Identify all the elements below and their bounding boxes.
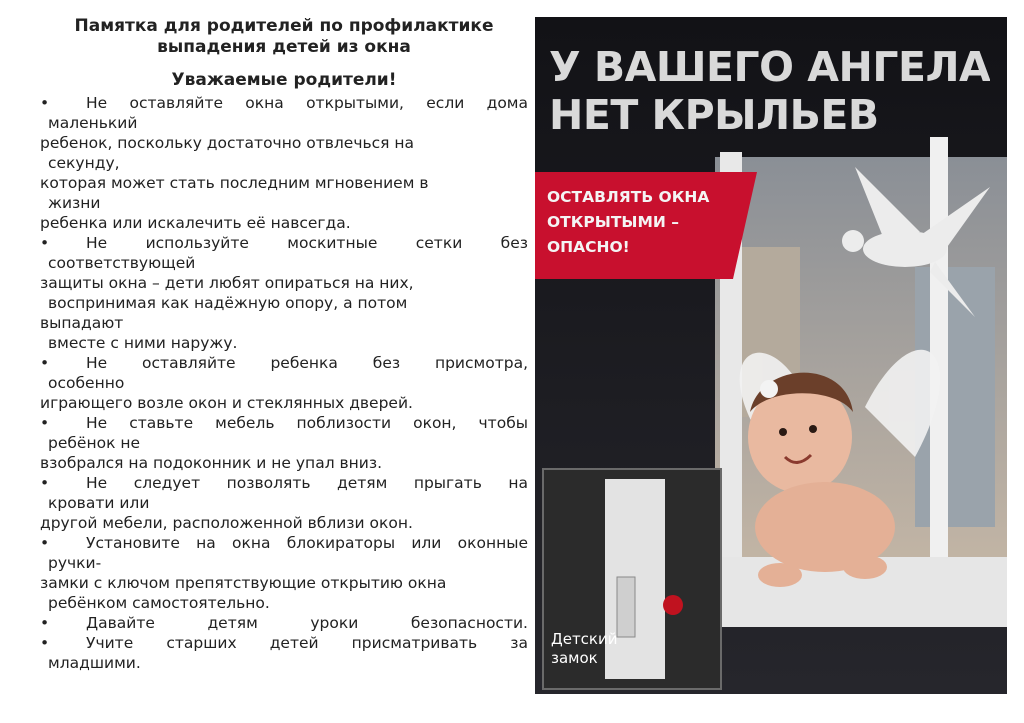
list-item-line: ребёнком самостоятельно.: [48, 594, 270, 612]
list-item-line: ребёнок не: [48, 434, 141, 452]
list-item-line: соответствующей: [48, 254, 196, 272]
list-item-line: [40, 473, 528, 493]
list-item: [40, 613, 528, 633]
poster-headline: [549, 43, 990, 139]
list-item-line: [40, 93, 528, 113]
bullet-icon: •: [40, 234, 50, 252]
lock-caption-line-2: замок: [551, 649, 598, 667]
list-item-line: [40, 613, 528, 633]
memo-greeting: Уважаемые родители!: [171, 70, 397, 90]
list-item-line: замки с ключом препятствующие открытию окна: [40, 574, 447, 592]
bullet-icon: •: [40, 474, 50, 492]
banner-line-3: ОПАСНО!: [547, 238, 630, 256]
list-item: [40, 533, 528, 613]
list-item-text: Не оставляйте ребенка без присмотра,: [86, 354, 528, 372]
list-item-text: Не ставьте мебель поблизости окон, чтобы: [86, 414, 528, 432]
list-item-line: маленький: [48, 114, 138, 132]
list-item-line: защиты окна – дети любят опираться на них,: [40, 274, 414, 292]
list-item: [40, 633, 528, 673]
list-item-line: выпадают: [40, 314, 124, 332]
banner-line-2: ОТКРЫТЫМИ –: [547, 213, 680, 231]
memo-list: [40, 93, 528, 673]
lock-caption-line-1: Детский: [551, 630, 618, 648]
list-item: [40, 233, 528, 353]
bullet-icon: •: [40, 94, 50, 112]
list-item-line: ребенка или искалечить её навсегда.: [40, 214, 351, 232]
list-item: [40, 93, 528, 233]
window-handle-icon: [617, 577, 635, 637]
list-item-line: младшими.: [48, 654, 141, 672]
list-item-line: взобрался на подоконник и не упал вниз.: [40, 454, 383, 472]
list-item-text: Давайте детям уроки безопасности.: [86, 614, 528, 632]
list-item-line: которая может стать последним мгновением в: [40, 174, 429, 192]
list-item-line: жизни: [48, 194, 101, 212]
warning-banner-text: [547, 185, 737, 260]
list-item-text: Не следует позволять детям прыгать на: [86, 474, 528, 492]
bullet-icon: •: [40, 634, 50, 652]
list-item-line: воспринимая как надёжную опору, а потом: [48, 294, 408, 312]
list-item-line: ручки-: [48, 554, 102, 572]
list-item-line: кровати или: [48, 494, 150, 512]
list-item: [40, 353, 528, 413]
list-item-text: Не оставляйте окна открытыми, если дома: [86, 94, 528, 112]
banner-line-1: ОСТАВЛЯТЬ ОКНА: [547, 188, 710, 206]
list-item-text: Установите на окна блокираторы или оконные: [86, 534, 528, 552]
list-item: [40, 473, 528, 533]
poster-headline-line-2: НЕТ КРЫЛЬЕВ: [549, 91, 879, 139]
list-item-line: [40, 233, 528, 253]
bullet-icon: •: [40, 354, 50, 372]
list-item-line: [40, 533, 528, 553]
list-item-line: [40, 353, 528, 373]
list-item-line: секунду,: [48, 154, 120, 172]
list-item-text: Не используйте москитные сетки без: [86, 234, 528, 252]
memo-column: [40, 16, 528, 673]
bullet-icon: •: [40, 414, 50, 432]
lock-key-icon: [663, 595, 683, 615]
list-item-line: вместе с ними наружу.: [48, 334, 238, 352]
list-item-line: другой мебели, расположенной вблизи окон.: [40, 514, 413, 532]
memo-title: [40, 16, 528, 58]
list-item-line: ребенок, поскольку достаточно отвлечься на: [40, 134, 415, 152]
list-item-text: Учите старших детей присматривать за: [86, 634, 528, 652]
list-item-line: особенно: [48, 374, 125, 392]
poster-headline-line-1: У ВАШЕГО АНГЕЛА: [549, 43, 991, 91]
safety-poster: [535, 17, 1007, 694]
bullet-icon: •: [40, 614, 50, 632]
child-lock-caption: [551, 630, 661, 668]
list-item-line: играющего возле окон и стеклянных дверей.: [40, 394, 413, 412]
bullet-icon: •: [40, 534, 50, 552]
list-item-line: [40, 413, 528, 433]
list-item-line: [40, 633, 528, 653]
memo-title-line-2: выпадения детей из окна: [157, 37, 411, 57]
list-item: [40, 413, 528, 473]
memo-title-line-1: Памятка для родителей по профилактике: [74, 16, 494, 36]
